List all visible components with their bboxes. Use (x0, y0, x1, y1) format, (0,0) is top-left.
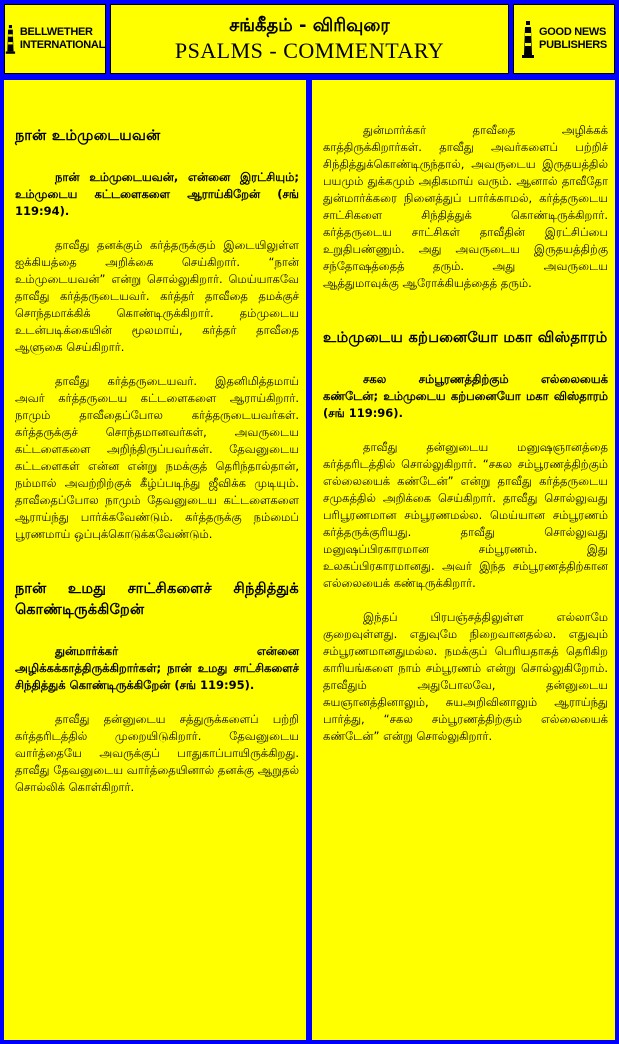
paragraph: இந்தப் பிரபஞ்சத்திலுள்ள எல்லாமே குறைவுள்ளது. எதுவுமே நிறைவானதல்ல. எதுவும் சம்பூரணமானதுமல்ல. நமக்குப் பெரியதாகத் தெரிகிற காரியங்களை நாம் சம்பூரணம் என்று சொல்லுகிறோம். தாவீதும் அதுபோலவே, தன்னுடைய சுயஞானத்தினாலும், சுயஅறிவினாலும் ஆராய்ந்து பார்த்து, “சகல சம்பூரணத்திற்கும் எல்லையைக் கண்டேன்” என்று சொல்லுகிறார். (323, 610, 608, 743)
good-news-logo (513, 4, 615, 74)
title-tamil: சங்கீதம் - விரிவுரை (229, 15, 390, 36)
bellwether-logo (4, 4, 106, 74)
paragraph: துன்மார்க்கர் தாவீதை அழிக்கக் காத்திருக்கிறார்கள். தாவீது அவர்களைப் பற்றிச் சிந்தித்துக்கொண்டிருந்தால், அவருடைய இருதயத்தில் பயமும் துக்கமும் அதிகமாய் வரும். ஆனால் தாவீதோ துன்மார்க்கரை நினைத்துப் பார்க்காமல், கர்த்தருடைய சாட்சிகளை சிந்தித்துக் கொண்டிருக்கிறார். கர்த்தருடைய சாட்சிகள் தாவீதின் இரட்சிப்பை உறுதிபண்ணும். அது அவருடைய இருதயத்திற்கு சந்தோஷத்தைத் தரும். அது அவருடைய ஆத்துமாவுக்கு ஆரோக்கியத்தைத் தரும். (323, 123, 608, 290)
left-column (4, 80, 306, 1040)
logo-line1: BELLWETHER (19, 26, 93, 38)
logo-line1: GOOD NEWS (539, 26, 607, 38)
paragraph: தாவீது தனக்கும் கர்த்தருக்கும் இடையிலுள்ள ஐக்கியத்தை அறிக்கை செய்கிறார். “நான் உம்முடையவன்” என்று சொல்லுகிறார். மெய்யாகவே தாவீது கர்த்தருடையவர். கர்த்தர் தாவீதை தமக்குச் சொந்தமாக்கிக் கொண்டிருக்கிறார். தம்முடைய உடன்படிக்கையின் மூலமாய், கர்த்தர் தாவீதை ஆளுகை செய்கிறார். (15, 238, 299, 354)
section-heading: நான் உமது சாட்சிகளைச் சிந்தித்துக் கொண்டிருக்கிறேன் (15, 581, 299, 618)
section-heading: நான் உம்முடையவன் (15, 128, 161, 144)
verse-quote: துன்மார்க்கர் என்னை அழிக்கக்காத்திருக்கிறார்கள்; நான் உமது சாட்சிகளைச் சிந்தித்துக் கொண்டிருக்கிறேன் (சங் 119:95). (15, 644, 299, 692)
right-column (312, 80, 615, 1040)
logo-line2: PUBLISHERS (539, 39, 607, 51)
lighthouse-icon (521, 19, 535, 59)
header (4, 4, 615, 74)
verse-quote: சகல சம்பூரணத்திற்கும் எல்லையைக் கண்டேன்; உம்முடைய கற்பனையோ மகா விஸ்தாரம் (சங் 119:96). (323, 372, 608, 420)
paragraph: தாவீது கர்த்தருடையவர். இதனிமித்தமாய் அவர் கர்த்தருடைய கட்டளைகளை ஆராய்கிறார். நாமும் தாவீதைப்போல கர்த்தருடையவர்கள். கர்த்தருக்குச் சொந்தமானவர்கள், அவருடைய கட்டளைகளை அறிந்திருப்பவர்கள். தேவனுடைய கட்டளைகள் என்ன என்று நமக்குத் தெரிந்தால்தான், நம்மால் அவற்றிற்குக் கீழ்ப்படிந்து ஜீவிக்க முடியும். தாவீதைப்போல நாமும் தேவனுடைய கட்டளைகளை ஆராய்ந்து பார்க்கவேண்டும். கர்த்தருக்கு நம்மைப் பூரணமாய் ஒப்புக்கொடுக்கவேண்டும். (15, 374, 299, 541)
lighthouse-icon (5, 19, 16, 59)
title-english: PSALMS - COMMENTARY (174, 38, 445, 63)
logo-line2: INTERNATIONAL (19, 39, 105, 51)
verse-quote: நான் உம்முடையவன், என்னை இரட்சியும்; உம்முடைய கட்டளைகளை ஆராய்கிறேன் (சங் 119:94). (15, 170, 299, 218)
section-heading: உம்முடைய கற்பனையோ மகா விஸ்தாரம் (323, 330, 608, 346)
paragraph: தாவீது தன்னுடைய மனுஷஞானத்தை கர்த்தரிடத்தில் சொல்லுகிறார். “சகல சம்பூரணத்திற்கும் எல்லையைக் கண்டேன்” என்று தாவீது கர்த்தருடைய சமுகத்தில் அறிக்கை செய்கிறார். தாவீது சொல்லுவது பரிபூரணமான சம்பூரணமல்ல. மெய்யான சம்பூரணம் கர்த்தருக்குரியது. தாவீது சொல்லுவது மனுஷப்பிரகாரமான சம்பூரணம். இது உலகப்பிரகாரமானது. அவர் இந்த சம்பூரணத்திற்கான எல்லையைக் கண்டிருக்கிறார். (323, 440, 608, 590)
title-box (110, 4, 509, 74)
paragraph: தாவீது தன்னுடைய சத்துருக்களைப் பற்றி கர்த்தரிடத்தில் முறையிடுகிறார். தேவனுடைய வார்த்தையே அவருக்குப் பாதுகாப்பாயிருக்கிறது. தாவீது தேவனுடைய வார்த்தையினால் தனக்கு ஆறுதல் சொல்லிக் கொள்கிறார். (15, 712, 299, 794)
